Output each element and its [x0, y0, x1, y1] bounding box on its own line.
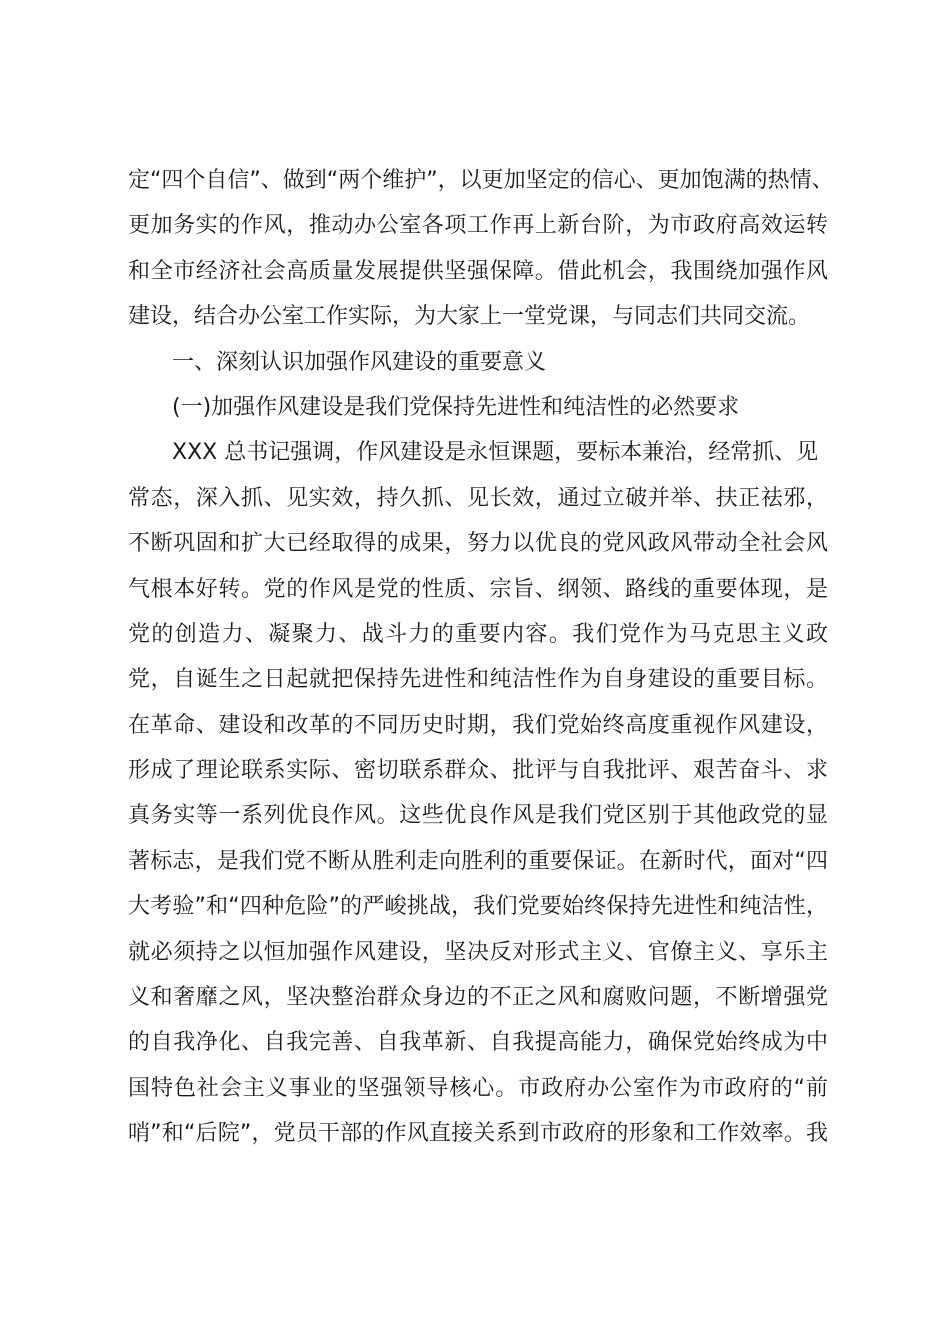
text-line: 义和奢靡之风，坚决整治群众身边的不正之风和腐败问题，不断增强党 — [128, 985, 828, 1011]
text-line: 哨”和“后院”，党员干部的作风直接关系到市政府的形象和工作效率。我 — [128, 1121, 828, 1147]
body-text — [128, 158, 834, 1157]
text-line: 真务实等一系列优良作风。这些优良作风是我们党区别于其他政党的显 — [128, 803, 828, 829]
text-line: 更加务实的作风，推动办公室各项工作再上新台阶，为市政府高效运转 — [128, 213, 828, 239]
text-line: 党，自诞生之日起就把保持先进性和纯洁性作为自身建设的重要目标。 — [128, 667, 828, 693]
text-line: 和全市经济社会高质量发展提供坚强保障。借此机会，我围绕加强作风 — [128, 258, 828, 284]
text-line: 国特色社会主义事业的坚强领导核心。市政府办公室作为市政府的“前 — [128, 1075, 828, 1101]
text-line: 党的创造力、凝聚力、战斗力的重要内容。我们党作为马克思主义政 — [128, 621, 828, 647]
text-line: 常态，深入抓、见实效，持久抓、见长效，通过立破并举、扶正祛邪， — [128, 485, 828, 511]
text-line: 定“四个自信”、做到“两个维护”，以更加坚定的信心、更加饱满的热情、 — [128, 168, 834, 193]
subsection-heading: (一)加强作风建设是我们党保持先进性和纯洁性的必然要求 — [172, 394, 740, 420]
text-line: 建设，结合办公室工作实际，为大家上一堂党课，与同志们共同交流。 — [128, 304, 811, 330]
text-line: 不断巩固和扩大已经取得的成果，努力以优良的党风政风带动全社会风 — [128, 531, 828, 557]
text-line: 在革命、建设和改革的不同历史时期，我们党始终高度重视作风建设， — [128, 712, 828, 738]
text-line: 气根本好转。党的作风是党的性质、宗旨、纲领、路线的重要体现，是 — [128, 576, 828, 602]
text-line: 著标志，是我们党不断从胜利走向胜利的重要保证。在新时代，面对“四 — [128, 848, 828, 874]
text-line: 大考验”和“四种危险”的严峻挑战，我们党要始终保持先进性和纯洁性， — [128, 894, 828, 920]
text-line: 形成了理论联系实际、密切联系群众、批评与自我批评、艰苦奋斗、求 — [128, 758, 828, 784]
text-line: XXX 总书记强调，作风建设是永恒课题，要标本兼治，经常抓、见 — [172, 440, 819, 466]
section-heading: 一、深刻认识加强作风建设的重要意义 — [172, 349, 547, 375]
text-line: 就必须持之以恒加强作风建设，坚决反对形式主义、官僚主义、享乐主 — [128, 939, 828, 965]
text-line: 的自我净化、自我完善、自我革新、自我提高能力，确保党始终成为中 — [128, 1030, 828, 1056]
